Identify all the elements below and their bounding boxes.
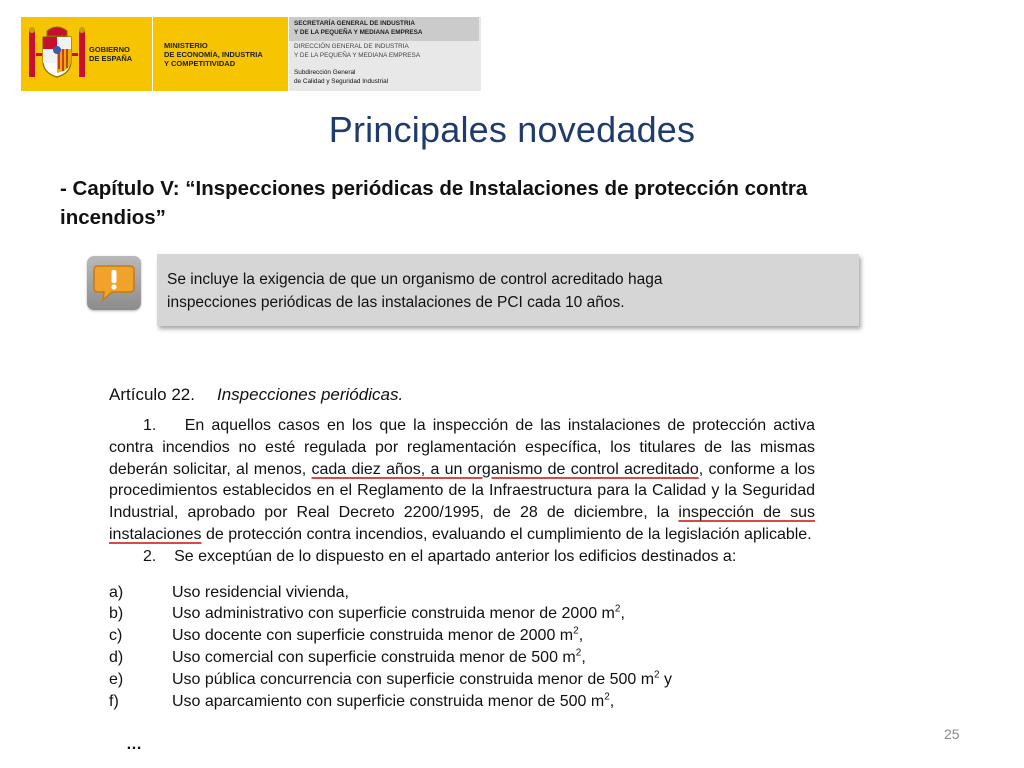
item-superscript: 2 bbox=[614, 604, 621, 616]
speech-bubble-icon bbox=[92, 261, 136, 305]
gov-line-1: GOBIERNO bbox=[89, 45, 130, 54]
item-superscript: 2 bbox=[573, 625, 579, 637]
page-number: 25 bbox=[944, 726, 960, 742]
secretaria-line-2: Y DE LA PEQUEÑA Y MEDIANA EMPRESA bbox=[294, 28, 423, 36]
coat-of-arms-icon bbox=[27, 23, 87, 85]
underlined-phrase-inspeccion: inspección de sus instalaciones bbox=[109, 504, 815, 543]
slide-title: Principales novedades bbox=[328, 109, 696, 150]
subdireccion-line-1: Subdirección General bbox=[294, 69, 356, 76]
list-item bbox=[109, 603, 815, 625]
ministerio-label bbox=[153, 41, 263, 68]
secretaria-line-1: SECRETARÍA GENERAL DE INDUSTRIA bbox=[294, 20, 415, 27]
item-label: a) bbox=[109, 583, 124, 601]
list-item bbox=[109, 647, 815, 669]
article-heading bbox=[109, 384, 815, 406]
list-item bbox=[109, 669, 815, 691]
ministry-line-3: Y COMPETITIVIDAD bbox=[164, 58, 236, 68]
item-superscript: 2 bbox=[604, 691, 610, 703]
paragraph-1-number: 1. bbox=[143, 417, 157, 434]
item-tail: , bbox=[581, 648, 586, 666]
article-excerpt bbox=[109, 384, 815, 712]
secretaria-general bbox=[289, 17, 479, 41]
header-banner bbox=[21, 17, 481, 91]
item-label: f) bbox=[109, 692, 119, 710]
gobierno-label bbox=[89, 45, 151, 63]
gobierno-block bbox=[21, 17, 152, 91]
item-text: Uso docente con superficie construida menor de 2000 m bbox=[172, 627, 574, 645]
ministry-line-1: MINISTERIO bbox=[164, 40, 208, 50]
item-text: Uso residencial vivienda, bbox=[172, 583, 349, 601]
item-superscript: 2 bbox=[575, 647, 582, 659]
item-label: c) bbox=[109, 627, 123, 645]
subdireccion-general bbox=[294, 69, 388, 86]
direccion-general bbox=[294, 43, 420, 60]
paragraph-2-text: Se exceptúan de lo dispuesto en el apartado anterior los edificios destinados a: bbox=[174, 547, 737, 565]
article-paragraph-2 bbox=[109, 546, 815, 568]
ellipsis-mark: … bbox=[126, 736, 142, 753]
chapter-heading: - Capítulo V: “Inspecciones periódicas de Instalaciones de protección contra incendios” bbox=[60, 177, 808, 229]
item-tail: y bbox=[659, 670, 673, 688]
item-label: e) bbox=[109, 670, 124, 688]
callout-line-1: Se incluye la exigencia de que un organismo de control acreditado haga bbox=[167, 271, 663, 288]
article-number: Artículo 22. bbox=[109, 385, 195, 404]
item-tail: , bbox=[578, 627, 584, 645]
item-tail: , bbox=[609, 692, 615, 710]
item-text: Uso administrativo con superficie construida menor de 2000 m bbox=[172, 605, 615, 623]
paragraph-1-text-c: de protección contra incendios, evaluando el cumplimiento de la legislación aplicable. bbox=[201, 525, 812, 543]
item-superscript: 2 bbox=[654, 669, 660, 681]
direccion-line-1: DIRECCIÓN GENERAL DE INDUSTRIA bbox=[294, 43, 409, 50]
item-text: Uso pública concurrencia con superficie construida menor de 500 m bbox=[172, 670, 655, 688]
article-paragraph-1 bbox=[109, 415, 815, 546]
list-item bbox=[109, 691, 815, 713]
ministerio-block bbox=[152, 17, 288, 91]
exception-list bbox=[109, 582, 815, 713]
paragraph-1-text-b: , conforme a los procedimientos establecidos en el Reglamento de la Infraestructura para la Calidad y la Seguridad Industrial, aprobado por Real Decreto 2200/1995, de 28 de diciembre, la bbox=[109, 460, 816, 522]
list-item bbox=[109, 625, 815, 647]
item-label: b) bbox=[109, 605, 124, 623]
article-title: Inspecciones periódicas. bbox=[217, 385, 404, 404]
callout-box bbox=[157, 254, 859, 326]
item-text: Uso aparcamiento con superficie construida menor de 500 m bbox=[172, 692, 605, 710]
item-text: Uso comercial con superficie construida menor de 500 m bbox=[172, 648, 576, 666]
underlined-phrase-organismo: cada diez años, a un organismo de control acreditado bbox=[311, 460, 699, 478]
paragraph-2-number: 2. bbox=[143, 547, 157, 565]
gov-line-2: DE ESPAÑA bbox=[89, 54, 133, 63]
exclamation-speech-bubble-icon bbox=[87, 256, 141, 310]
subdireccion-line-2: de Calidad y Seguridad Industrial bbox=[294, 77, 389, 85]
callout-line-2: inspecciones periódicas de las instalaciones de PCI cada 10 años. bbox=[167, 294, 625, 311]
ministry-line-2: DE ECONOMÍA, INDUSTRIA bbox=[164, 49, 263, 59]
department-list bbox=[289, 17, 481, 91]
paragraph-1-text-a: En aquellos casos en los que la inspección de las instalaciones de protección activa contra incendios no esté regulada por reglamentación específica, los titulares de las mismas deberán solicitar, al menos, bbox=[109, 417, 816, 478]
item-tail: , bbox=[620, 605, 625, 623]
list-item bbox=[109, 582, 815, 604]
direccion-line-2: Y DE LA PEQUEÑA Y MEDIANA EMPRESA bbox=[294, 51, 421, 59]
item-label: d) bbox=[109, 648, 124, 666]
